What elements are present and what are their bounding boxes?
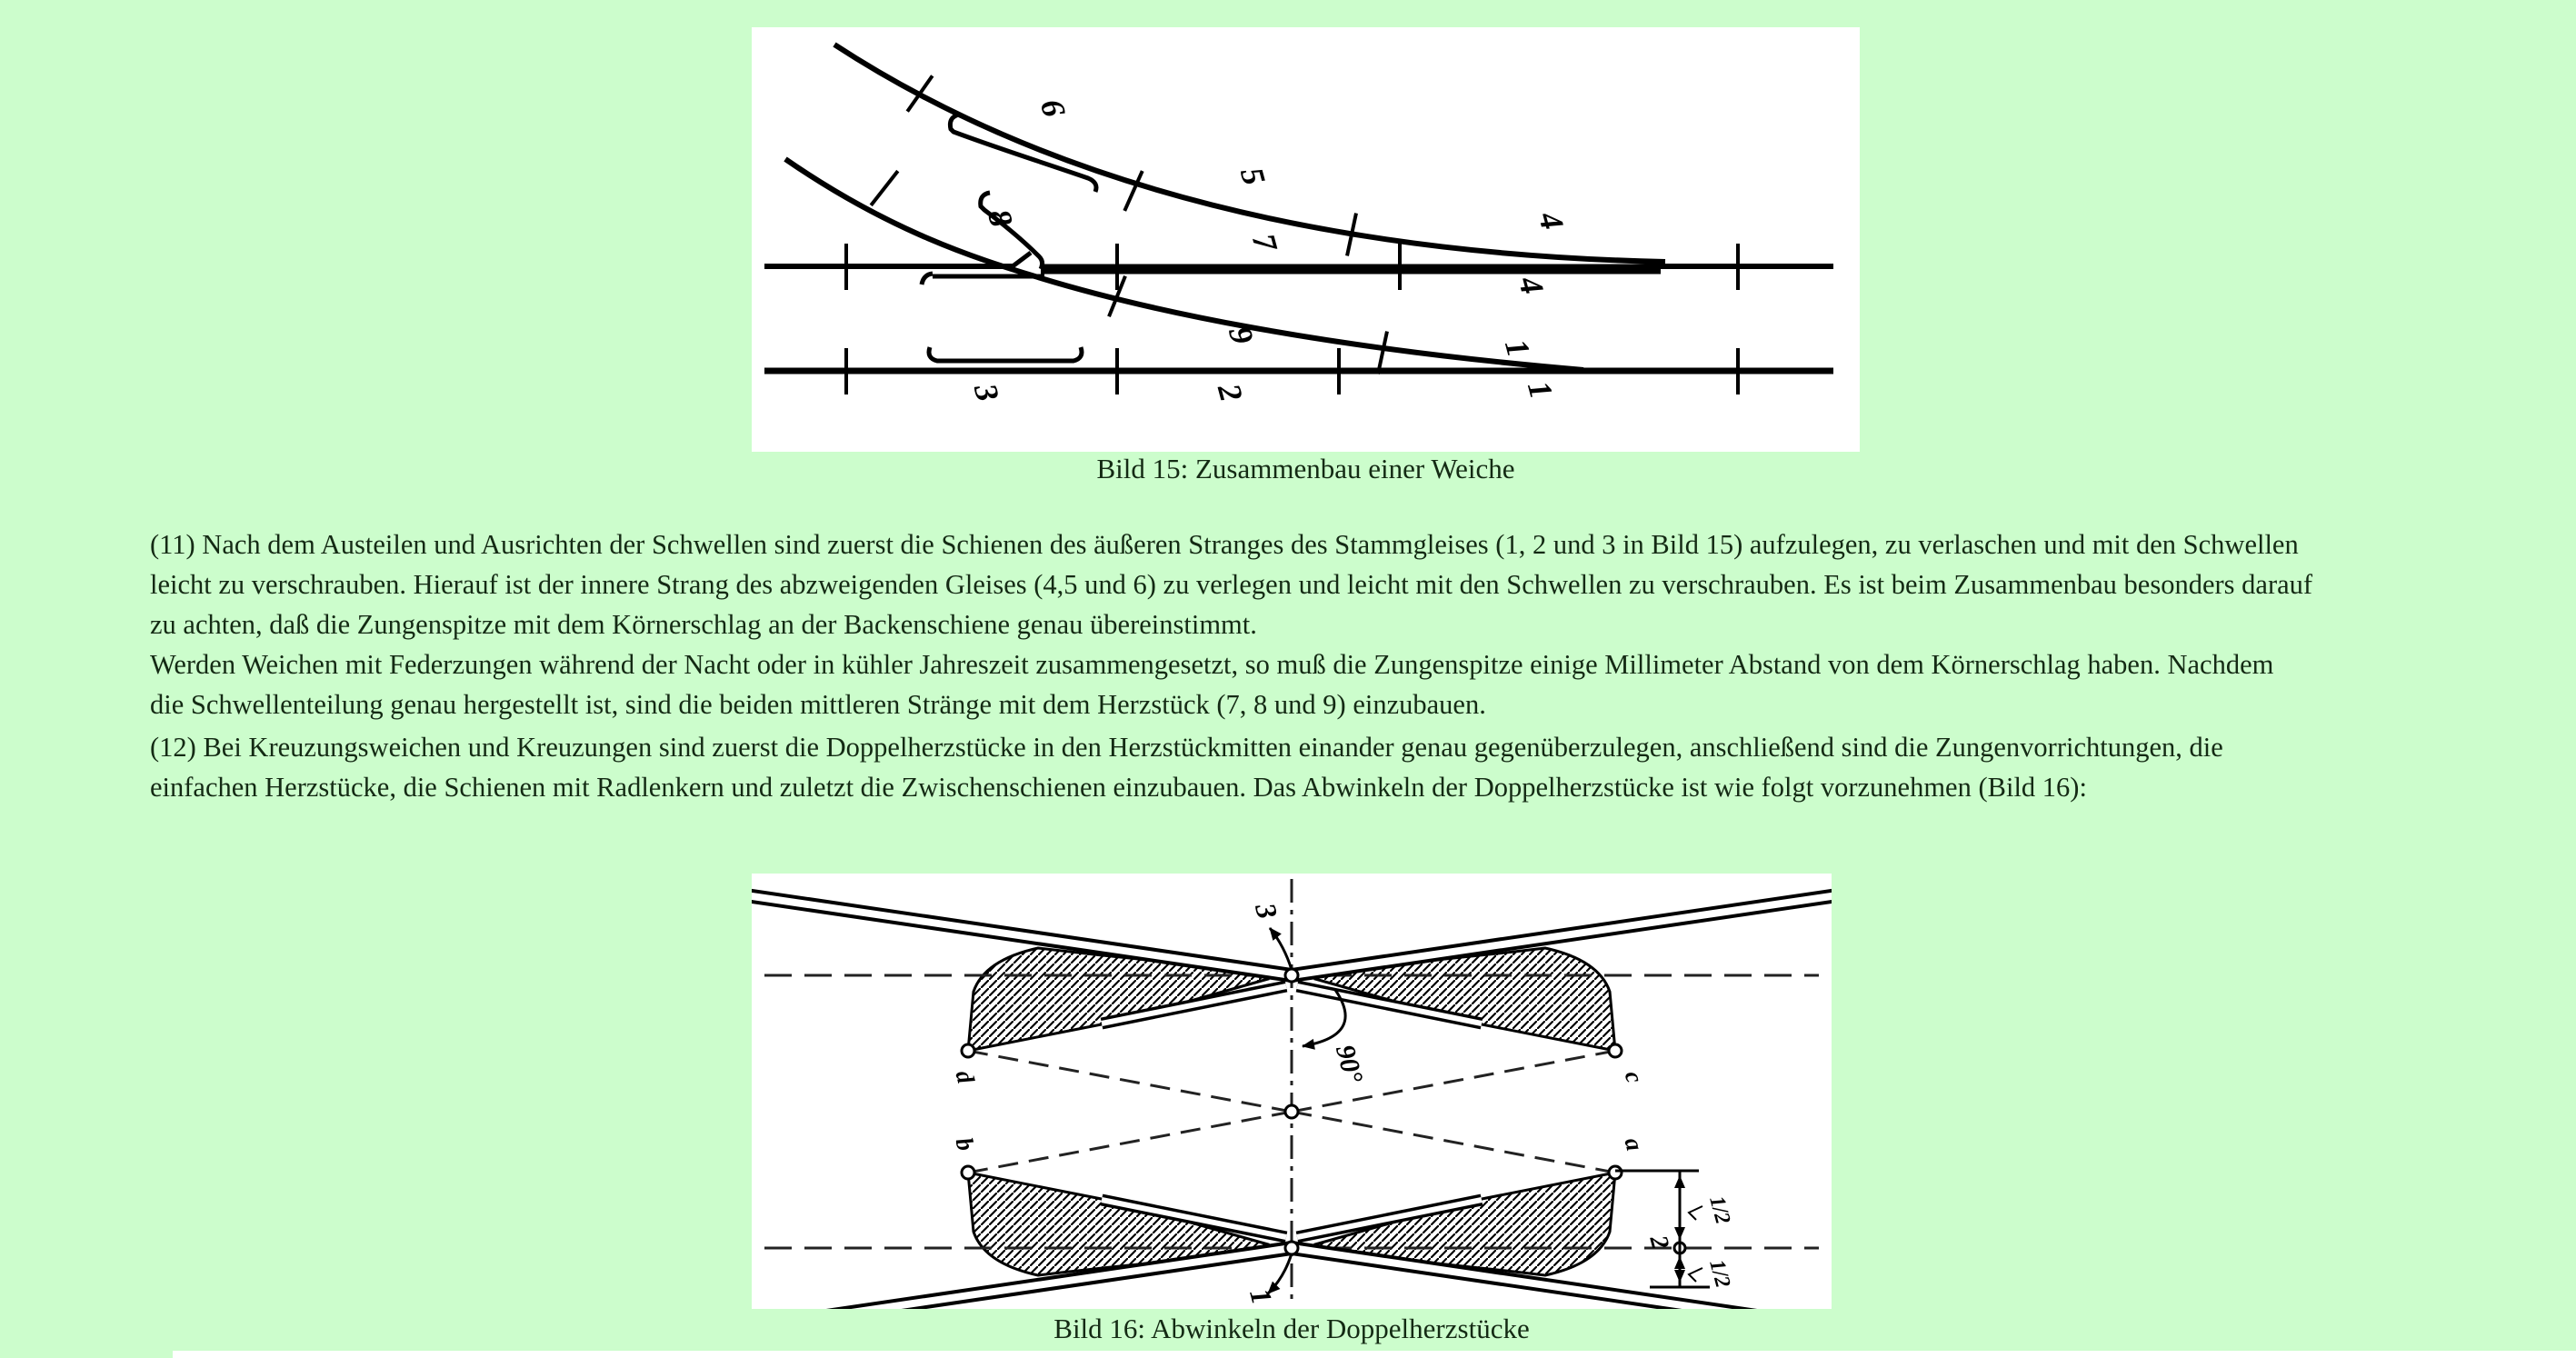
rail-label-1-curve: 1 — [1497, 335, 1538, 361]
paragraph-12-line-1: (12) Bei Kreuzungsweichen und Kreuzungen sind zuerst die Doppelherzstücke in den Herzstückmitten einander genau gegenüberzulegen, anschließend sind die Zungenvorrichtungen, die — [150, 732, 2223, 763]
top-crossing-point — [1285, 969, 1298, 982]
paragraph-11-line-5: die Schwellenteilung genau hergestellt ist, sind die beiden mittleren Stränge mit dem Herzstück (7, 8 und 9) einzubauen. — [150, 689, 1486, 720]
figure-bild-15 — [752, 27, 1860, 452]
rail-label-9: 9 — [1221, 323, 1262, 348]
center-intersection-point — [1285, 1105, 1298, 1118]
dimension-leader-lower — [1689, 1268, 1702, 1282]
paragraph-12-line-2: einfachen Herzstücke, die Schienen mit Radlenkern und zuletzt die Zwischenschienen einzubauen. Das Abwinkeln der Doppelherzstücke ist wie folgt vorzunehmen (Bild 16): — [150, 772, 2087, 803]
paragraph-11-line-1: (11) Nach dem Austeilen und Ausrichten der Schwellen sind zuerst die Schienen des äußeren Stranges des Stammgleises (1, 2 und 3 in Bild 15) aufzulegen, zu verlaschen und mit den Schwellen — [150, 529, 2299, 560]
rail-label-7: 7 — [1244, 230, 1285, 255]
point-c — [1609, 1044, 1622, 1057]
dimension-label-half-lower: 1/2 — [1704, 1257, 1735, 1291]
paragraph-11-line-2: leicht zu verschrauben. Hierauf ist der innere Strang des abzweigenden Gleises (4,5 und 6) zu verlegen und leicht mit den Schwellen zu verschrauben. Es ist beim Zusammenbau besonders darauf — [150, 569, 2313, 600]
point-d — [962, 1044, 974, 1057]
dimension-label-2: 2 — [1643, 1233, 1674, 1253]
rail-label-1-bottom: 1 — [1520, 377, 1561, 403]
switch-blade-upper — [950, 115, 1096, 192]
bottom-crossing-point — [1285, 1242, 1298, 1254]
joint-tick — [1378, 332, 1387, 374]
rail-label-4-lower: 4 — [1511, 273, 1552, 298]
point-b — [962, 1166, 974, 1179]
point-label-c: c — [1619, 1068, 1649, 1086]
dimension-leader-upper — [1689, 1206, 1702, 1220]
point-label-d: d — [950, 1067, 980, 1087]
switch-blade-middle — [981, 193, 1043, 269]
rail-label-6: 6 — [1033, 95, 1073, 121]
paragraph-11-line-4: Werden Weichen mit Federzungen während der Nacht oder in kühler Jahreszeit zusammengesetzt, so muß die Zungenspitze einige Millimeter Abstand von dem Körnerschlag haben. Nachdem — [150, 649, 2274, 680]
figure15-caption: Bild 15: Zusammenbau einer Weiche — [1096, 453, 1515, 484]
joint-tick — [907, 75, 933, 111]
joint-tick — [1124, 171, 1143, 211]
figure16-caption: Bild 16: Abwinkeln der Doppelherzstücke — [1053, 1313, 1530, 1344]
switch-blade-throat — [922, 274, 1044, 285]
switch-blade-lower — [929, 347, 1082, 361]
step-label-3: 3 — [1249, 899, 1285, 923]
switch-point-stub — [1013, 253, 1031, 266]
rail-label-5: 5 — [1233, 164, 1273, 189]
rail-label-4-upper: 4 — [1531, 208, 1572, 234]
diagonal-b-line — [968, 1112, 1292, 1173]
turnout-assembly-drawing — [752, 27, 1860, 452]
paragraph-11 — [150, 524, 2312, 724]
diagonal-a-line — [1292, 1112, 1615, 1173]
rail-lines — [764, 45, 1833, 394]
paragraph-12 — [150, 727, 2223, 807]
angle-arc-arrow — [1303, 990, 1345, 1046]
rail-label-8: 8 — [980, 205, 1021, 231]
figure-bild-16 — [752, 874, 1832, 1309]
leader-arrow-3 — [1270, 928, 1292, 970]
next-page-edge — [173, 1351, 2576, 1358]
step-label-1: 1 — [1243, 1284, 1280, 1308]
point-a — [1609, 1166, 1622, 1179]
dimension-label-half-upper: 1/2 — [1704, 1193, 1735, 1227]
point-label-a: a — [1619, 1134, 1649, 1154]
joint-tick — [871, 171, 898, 205]
paragraph-11-line-3: zu achten, daß die Zungenspitze mit dem Körnerschlag an der Backenschiene genau übereinstimmt. — [150, 609, 1257, 640]
double-frog-drawing — [752, 874, 1832, 1309]
rail-label-2: 2 — [1210, 380, 1251, 405]
angle-label-90deg: 90° — [1329, 1041, 1369, 1087]
diagonal-d-line — [968, 1051, 1292, 1112]
rail-label-3: 3 — [966, 380, 1007, 405]
point-label-b: b — [950, 1134, 980, 1154]
